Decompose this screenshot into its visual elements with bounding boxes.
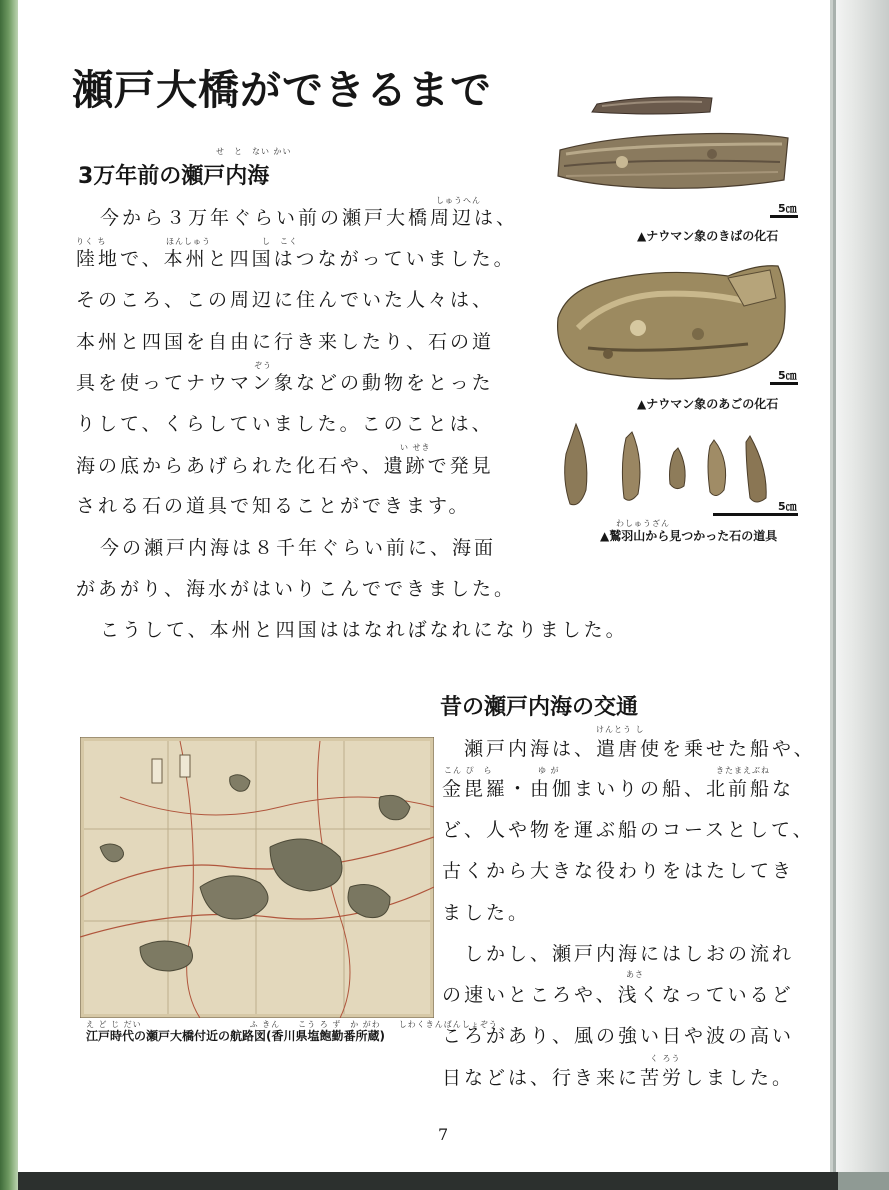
ruby-asa: あさ: [626, 970, 644, 979]
map-caption: 江戸時代の瀬戸大橋付近の航路図(香川県塩飽勤番所蔵): [86, 1029, 385, 1043]
ruby-shikoku: し こく: [262, 237, 298, 246]
para1-line-3: そのころ、この周辺に住んでいた人々は、: [76, 289, 495, 311]
map-caption-ruby: え ど じ だい ふ きん こう ろ ず か がわ しわくきんばんしょぞう: [86, 1020, 498, 1029]
para1-line-11: こうして、本州と四国ははなればなれになりました。: [100, 619, 628, 641]
scale-bar-1: [770, 215, 798, 218]
ruby-kentoushi: けんとう し: [596, 725, 645, 734]
figure-caption-3: ▲鷲羽山から見つかった石の道具: [600, 529, 778, 543]
para2-line-5: ました。: [442, 902, 531, 924]
section2-heading: 昔の瀬戸内海の交通: [440, 695, 639, 720]
para1-line-9: 今の瀬戸内海は８千年ぐらい前に、海面: [100, 537, 497, 559]
figure-caption-1: ▲ナウマン象のきばの化石: [637, 229, 779, 243]
scale-bar-3: [713, 513, 798, 516]
para1-line-1: 今から３万年ぐらい前の瀬戸大橋周辺は、: [100, 207, 519, 229]
para1-line-5: 具を使ってナウマン象などの動物をとった: [76, 372, 494, 394]
page-number: 7: [438, 1125, 449, 1144]
ruby-kurou: く ろう: [650, 1054, 681, 1063]
ruby-yuga: ゆ が: [538, 766, 560, 775]
scale-label-2: 5㎝: [778, 369, 797, 382]
ruby-shuhen: しゅうへん: [436, 196, 481, 205]
para2-line-1: 瀬戸内海は、遣唐使を乗せた船や、: [464, 738, 816, 760]
page-shadow: [18, 1172, 838, 1190]
ruby-rikuchi: りく ち: [76, 237, 107, 246]
scale-label-1: 5㎝: [778, 202, 797, 215]
para2-line-8: ころがあり、風の強い日や波の高い: [442, 1025, 795, 1047]
para1-line-6: りして、くらしていました。このことは、: [76, 413, 494, 435]
para2-line-6: しかし、瀬戸内海にはしおの流れ: [464, 943, 795, 965]
caption-ruby-3: わしゅうざん: [616, 519, 670, 528]
section1-heading: 3万年前の瀬戸内海: [78, 164, 270, 189]
para1-line-7: 海の底からあげられた化石や、遺跡で発見: [76, 455, 494, 477]
background-edge: [830, 0, 889, 1172]
para2-line-7: の速いところや、浅くなっているど: [442, 984, 794, 1006]
para2-line-9: 日などは、行き来に苦労しました。: [442, 1067, 795, 1089]
para1-line-4: 本州と四国を自由に行き来したり、石の道: [76, 331, 495, 353]
para1-line-10: があがり、海水がはいりこんでできました。: [76, 578, 517, 600]
para2-line-3: ど、人や物を運ぶ船のコースとして、: [442, 819, 815, 841]
jaw-fossil-image: [548, 258, 793, 388]
para2-line-2: 金毘羅・由伽まいりの船、北前船な: [442, 778, 795, 800]
scale-bar-2: [770, 382, 798, 385]
stone-tools-image: [560, 420, 785, 512]
ruby-iseki: い せき: [400, 443, 431, 452]
ruby-zou: ぞう: [254, 361, 272, 370]
para1-line-2: 陸地で、本州と四国はつながっていました。: [76, 248, 516, 270]
heading-ruby: せ と ない かい: [216, 147, 292, 156]
figure-caption-2: ▲ナウマン象のあごの化石: [637, 397, 779, 411]
ruby-honshu: ほんしゅう: [166, 237, 211, 246]
ruby-konpira: こん ぴ ら: [444, 766, 493, 775]
para2-line-4: 古くから大きな役わりをはたしてき: [442, 860, 795, 882]
scale-label-3: 5㎝: [778, 500, 797, 513]
route-map-image: [80, 737, 434, 1018]
ruby-kitamaebune: きたまえぶね: [716, 766, 770, 775]
page-title: 瀬戸大橋ができるまで: [72, 66, 492, 114]
tusk-fossil-image: [552, 92, 797, 200]
para1-line-8: される石の道具で知ることができます。: [76, 495, 471, 517]
